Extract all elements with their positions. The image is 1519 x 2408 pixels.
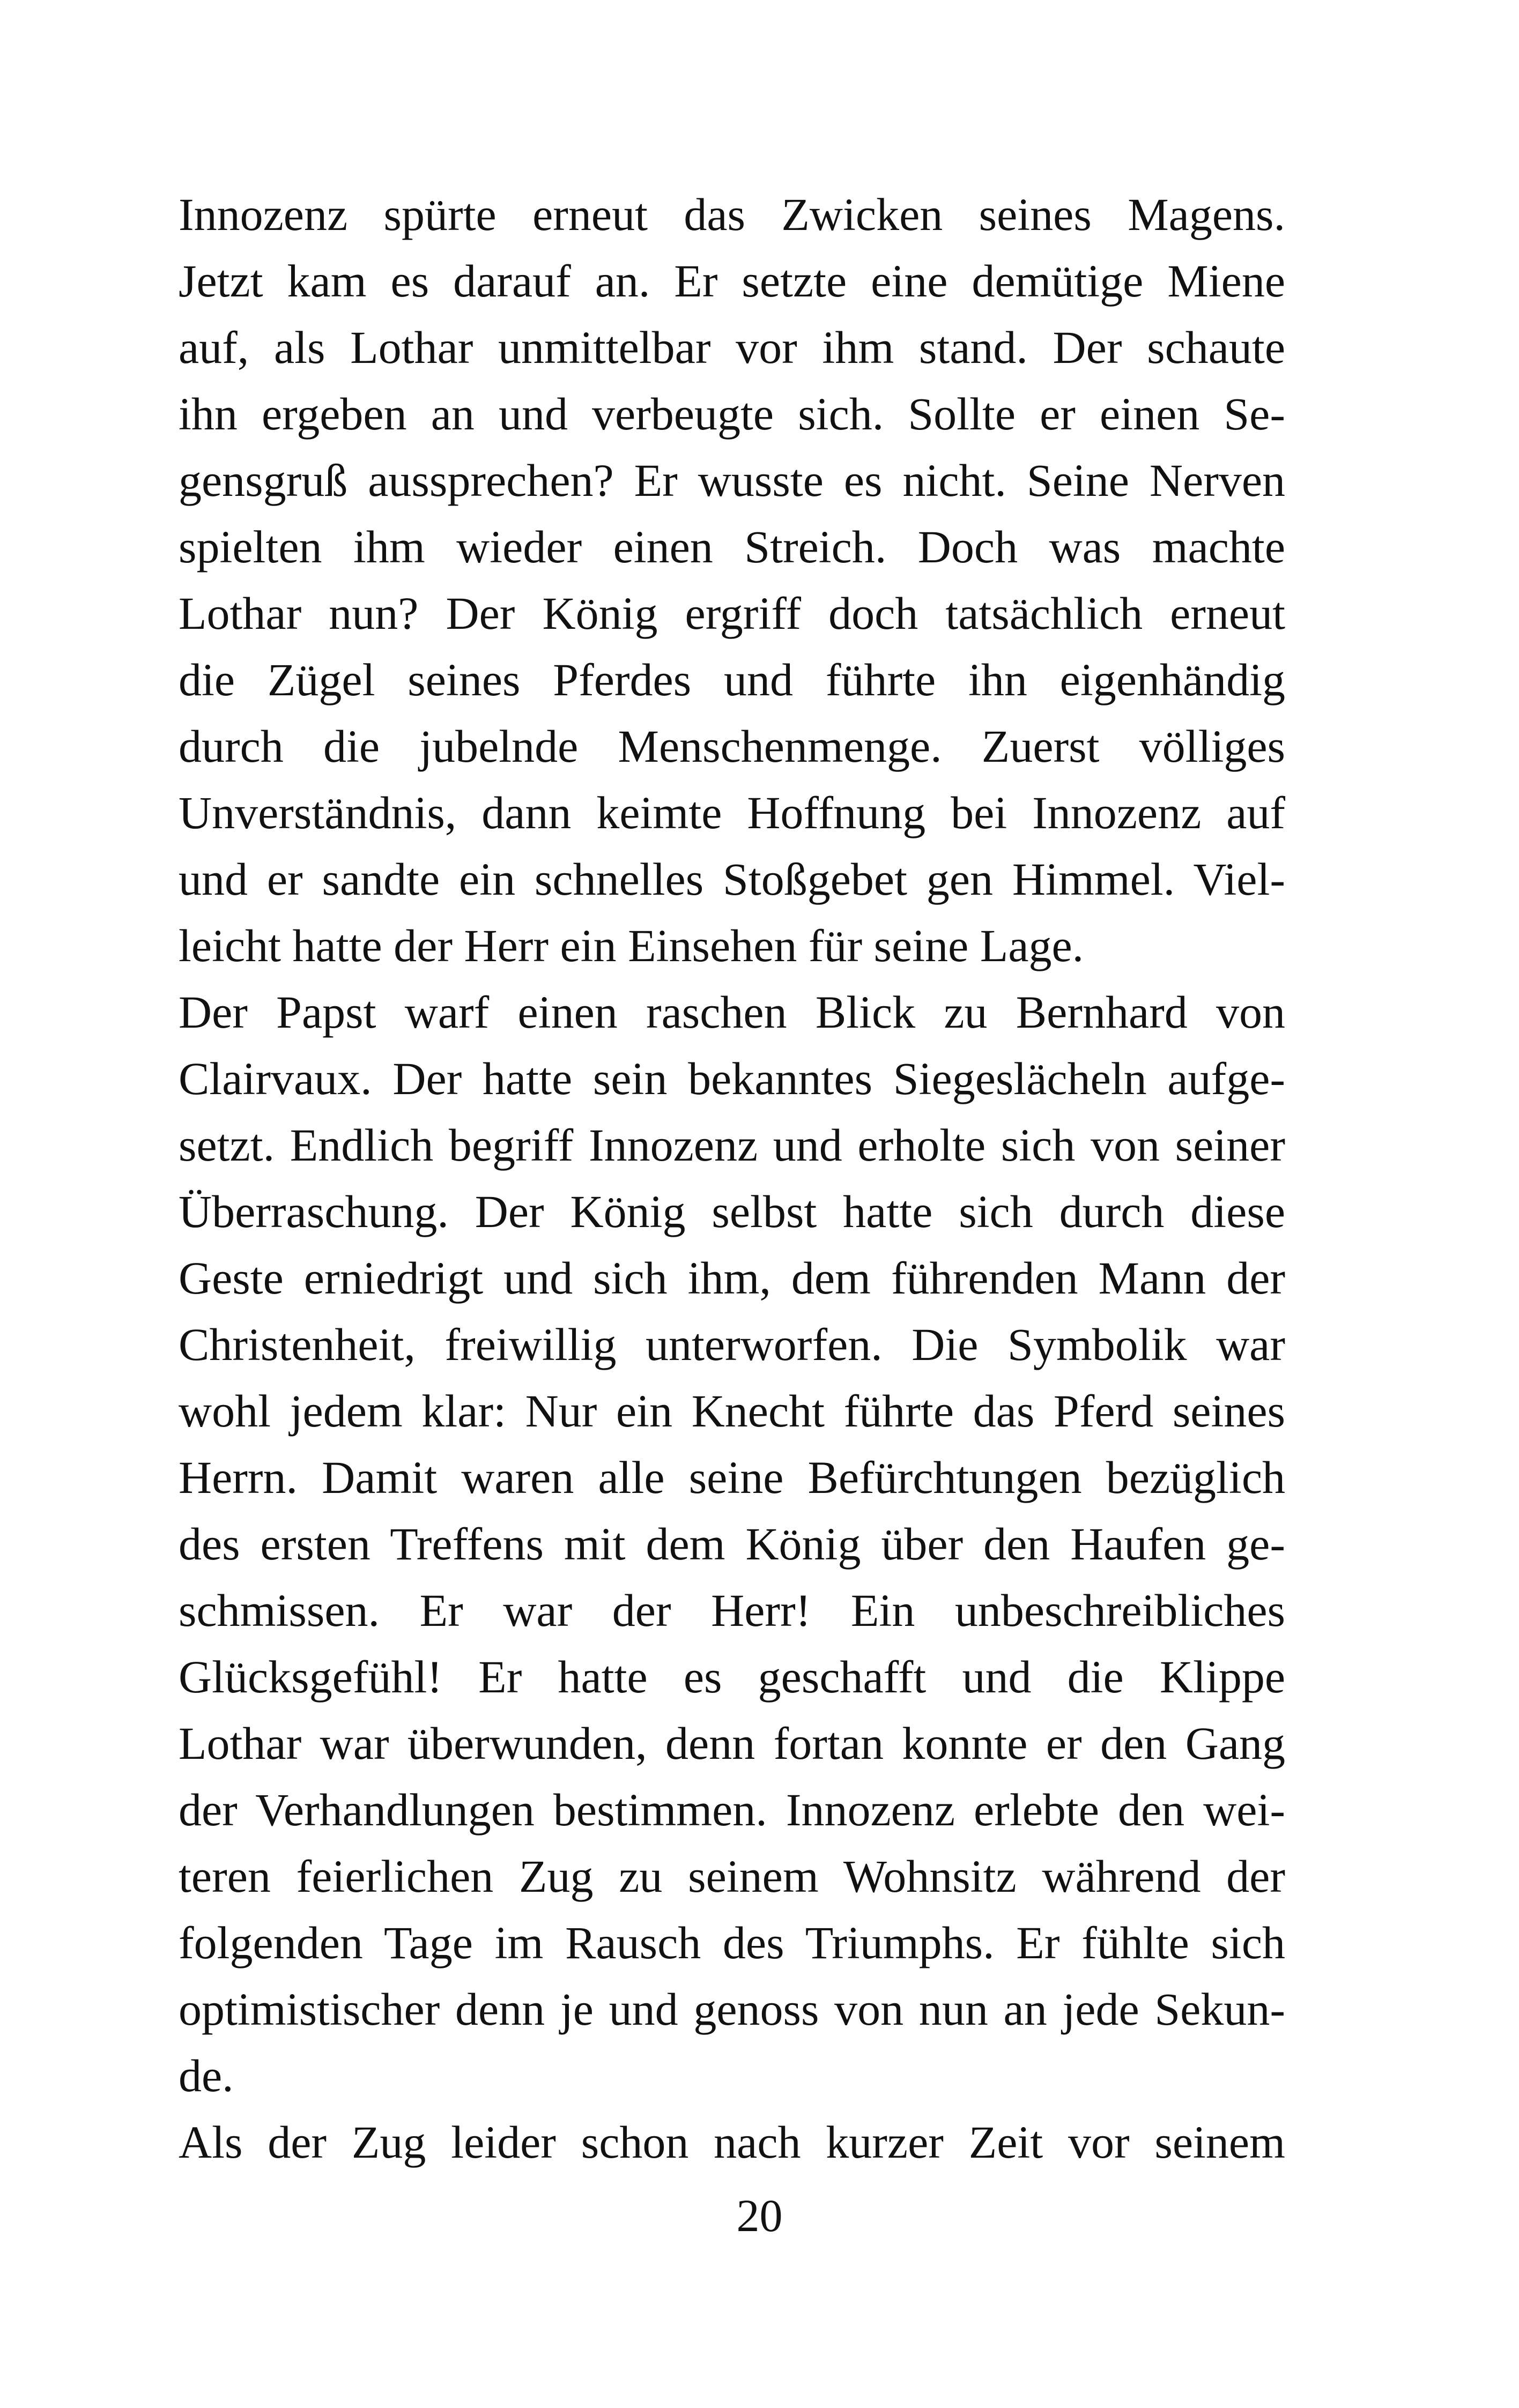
text-line: gensgruß aussprechen? Er wusste es nicht. Seine Nerven [179, 455, 1285, 506]
text-line: Jetzt kam es darauf an. Er setzte eine demütige Miene [179, 255, 1285, 307]
text-line: schmissen. Er war der Herr! Ein unbeschreibliches [179, 1585, 1285, 1636]
text-line: der Verhandlungen bestimmen. Innozenz erlebte den wei- [179, 1784, 1285, 1835]
text-line: und er sandte ein schnelles Stoßgebet gen Himmel. Viel- [179, 853, 1285, 905]
text-line: Der Papst warf einen raschen Blick zu Bernhard von [179, 986, 1285, 1038]
text-line: optimistischer denn je und genoss von nun an jede Sekun- [179, 1983, 1285, 2035]
body-text [179, 181, 1285, 2175]
text-line: auf, als Lothar unmittelbar vor ihm stand. Der schaute [179, 322, 1285, 373]
text-line: Christenheit, freiwillig unterworfen. Die Symbolik war [179, 1319, 1285, 1370]
text-line: ihn ergeben an und verbeugte sich. Sollte er einen Se- [179, 388, 1285, 440]
text-line: leicht hatte der Herr ein Einsehen für seine Lage. [179, 920, 1084, 971]
text-line: Herrn. Damit waren alle seine Befürchtungen bezüglich [179, 1452, 1285, 1503]
text-line: Glücksgefühl! Er hatte es geschafft und die Klippe [179, 1651, 1285, 1703]
text-line: Unverständnis, dann keimte Hoffnung bei Innozenz auf [179, 787, 1285, 838]
page-number: 20 [736, 2190, 783, 2241]
text-line: folgenden Tage im Rausch des Triumphs. Er fühlte sich [179, 1917, 1285, 1968]
text-line: spielten ihm wieder einen Streich. Doch was machte [179, 521, 1285, 573]
text-line: wohl jedem klar: Nur ein Knecht führte das Pferd seines [179, 1385, 1285, 1437]
text-line: teren feierlichen Zug zu seinem Wohnsitz während der [179, 1850, 1285, 1902]
text-line: die Zügel seines Pferdes und führte ihn eigenhändig [179, 654, 1285, 705]
text-line: durch die jubelnde Menschenmenge. Zuerst völliges [179, 720, 1285, 772]
text-line: setzt. Endlich begriff Innozenz und erholte sich von seiner [179, 1119, 1285, 1171]
text-line: Lothar war überwunden, denn fortan konnte er den Gang [179, 1718, 1285, 1769]
text-line: Innozenz spürte erneut das Zwicken seines Magens. [179, 189, 1285, 240]
text-line: Clairvaux. Der hatte sein bekanntes Siegeslächeln aufge- [179, 1053, 1285, 1104]
text-line: Als der Zug leider schon nach kurzer Zeit vor seinem [179, 2116, 1285, 2168]
text-line: Geste erniedrigt und sich ihm, dem führenden Mann der [179, 1252, 1285, 1304]
text-line: Lothar nun? Der König ergriff doch tatsächlich erneut [179, 588, 1285, 639]
text-line: des ersten Treffens mit dem König über den Haufen ge- [179, 1518, 1285, 1570]
text-line: Überraschung. Der König selbst hatte sich durch diese [179, 1186, 1285, 1237]
text-line: de. [179, 2050, 234, 2101]
